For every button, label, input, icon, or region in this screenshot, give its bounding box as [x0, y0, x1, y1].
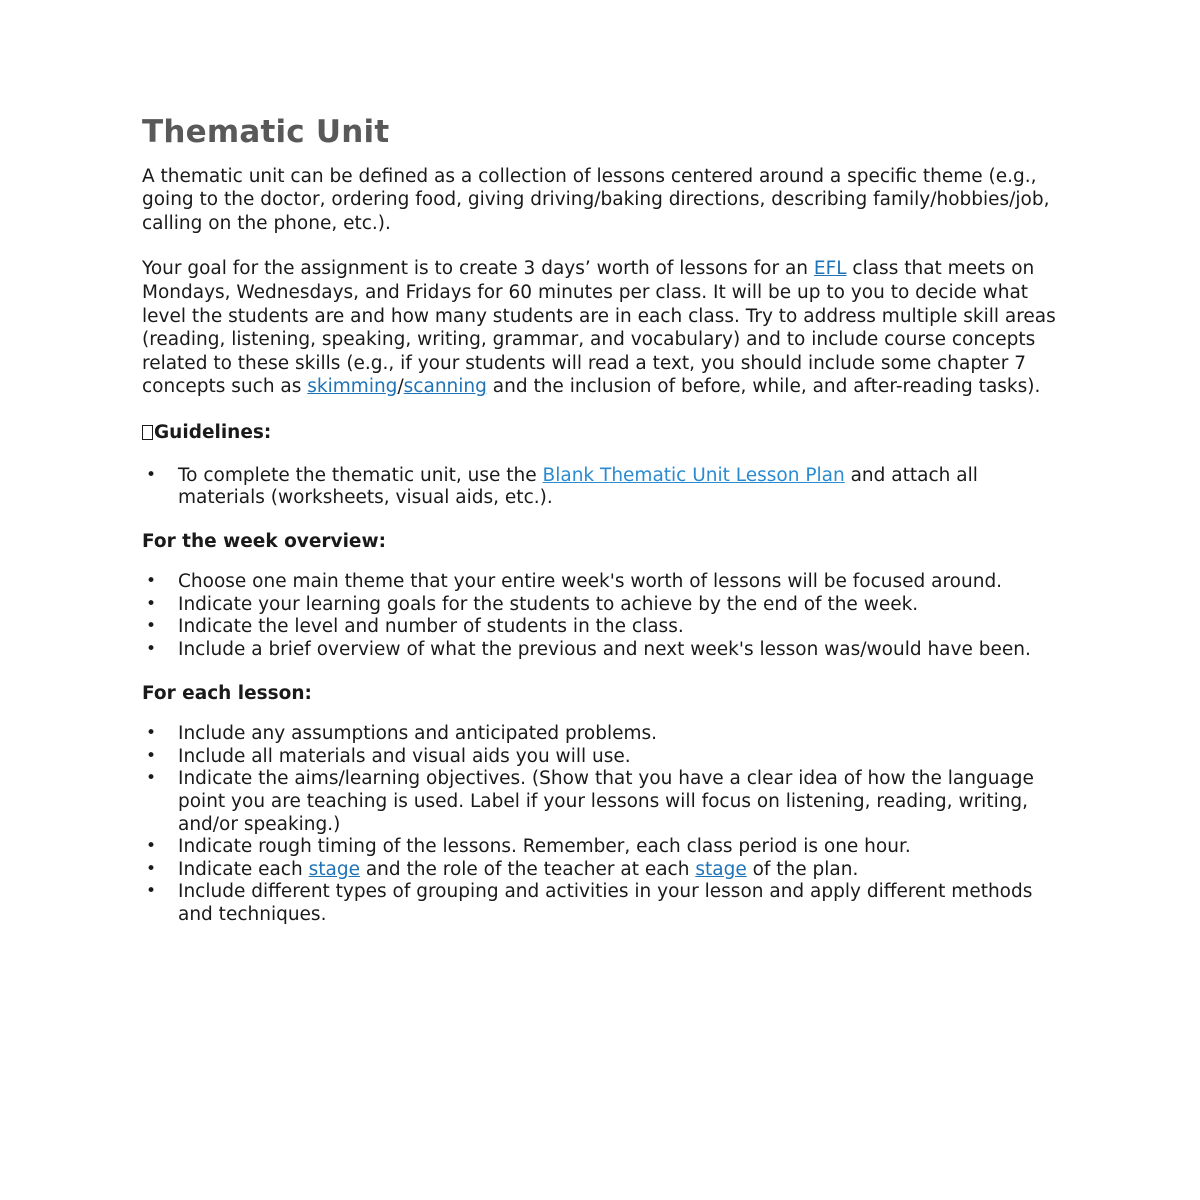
document-content: [142, 114, 1057, 947]
goal-paragraph: [142, 257, 1057, 399]
stage-link-1[interactable]: stage: [308, 858, 360, 880]
stage-bullet-part-1: Indicate each: [178, 858, 309, 880]
goal-text-part-3: and the inclusion of before, while, and after-reading tasks).: [486, 376, 1041, 398]
list-item: • Include any assumptions and anticipated problems.: [142, 723, 1057, 746]
list-item: • Indicate rough timing of the lessons. Remember, each class period is one hour.: [142, 836, 1057, 859]
list-item: • Include all materials and visual aids you will use.: [142, 746, 1057, 769]
guidelines-heading: [142, 421, 1057, 445]
list-item: • Choose one main theme that your entire week's worth of lessons will be focused around.: [142, 571, 1057, 594]
guideline-text-part-1: To complete the thematic unit, use the: [178, 464, 543, 486]
missing-glyph-box-icon: [142, 425, 153, 440]
page-title: Thematic Unit: [142, 114, 390, 150]
each-lesson-heading: For each lesson:: [142, 682, 312, 704]
link-separator: /: [397, 376, 404, 398]
scanning-link[interactable]: scanning: [403, 376, 487, 398]
skimming-link[interactable]: skimming: [307, 376, 398, 398]
list-item: • Include a brief overview of what the previous and next week's lesson was/would have been.: [142, 639, 1057, 662]
week-overview-bullet-list: [142, 571, 1057, 661]
efl-link[interactable]: EFL: [813, 258, 847, 280]
stage-bullet-part-3: of the plan.: [746, 858, 859, 880]
list-item: • Include different types of grouping and activities in your lesson and apply different methods and techniques.: [142, 881, 1057, 926]
list-item: [142, 859, 1057, 882]
guidelines-heading-label: Guidelines:: [154, 421, 272, 443]
stage-link-2[interactable]: stage: [695, 858, 747, 880]
blank-thematic-unit-lesson-plan-link[interactable]: Blank Thematic Unit Lesson Plan: [542, 464, 845, 486]
each-lesson-bullet-list: [142, 723, 1057, 926]
list-item: • Indicate your learning goals for the students to achieve by the end of the week.: [142, 594, 1057, 617]
week-overview-heading: For the week overview:: [142, 530, 386, 552]
guideline-text-part-2: and attach all materials (worksheets, visual aids, etc.).: [178, 464, 978, 509]
stage-bullet-part-2: and the role of the teacher at each: [359, 858, 696, 880]
guidelines-bullet-list: [142, 465, 1057, 510]
intro-paragraph: A thematic unit can be defined as a collection of lessons centered around a specific theme (e.g., going to the doctor, ordering food, giving driving/baking directions, describing family/hobbies/job, calling on the phone, etc.).: [142, 165, 1050, 234]
goal-text-part-1: Your goal for the assignment is to create 3 days’ worth of lessons for an: [142, 258, 814, 280]
list-item: • Indicate the aims/learning objectives. (Show that you have a clear idea of how the language point you are teaching is used. Label if your lessons will focus on listening, reading, writing, and/or speaking.): [142, 768, 1057, 836]
goal-text-part-2: class that meets on Mondays, Wednesdays, and Fridays for 60 minutes per class. It will be up to you to decide what level the students are and how many students are in each class. Try to address multiple skill areas (reading, listening, speaking, writing, grammar, and vocabulary) and to include course concepts related to these skills (e.g., if your students will read a text, you should include some chapter 7 concepts such as: [142, 258, 1056, 398]
list-item: • Indicate the level and number of students in the class.: [142, 616, 1057, 639]
list-item: [142, 465, 1057, 510]
